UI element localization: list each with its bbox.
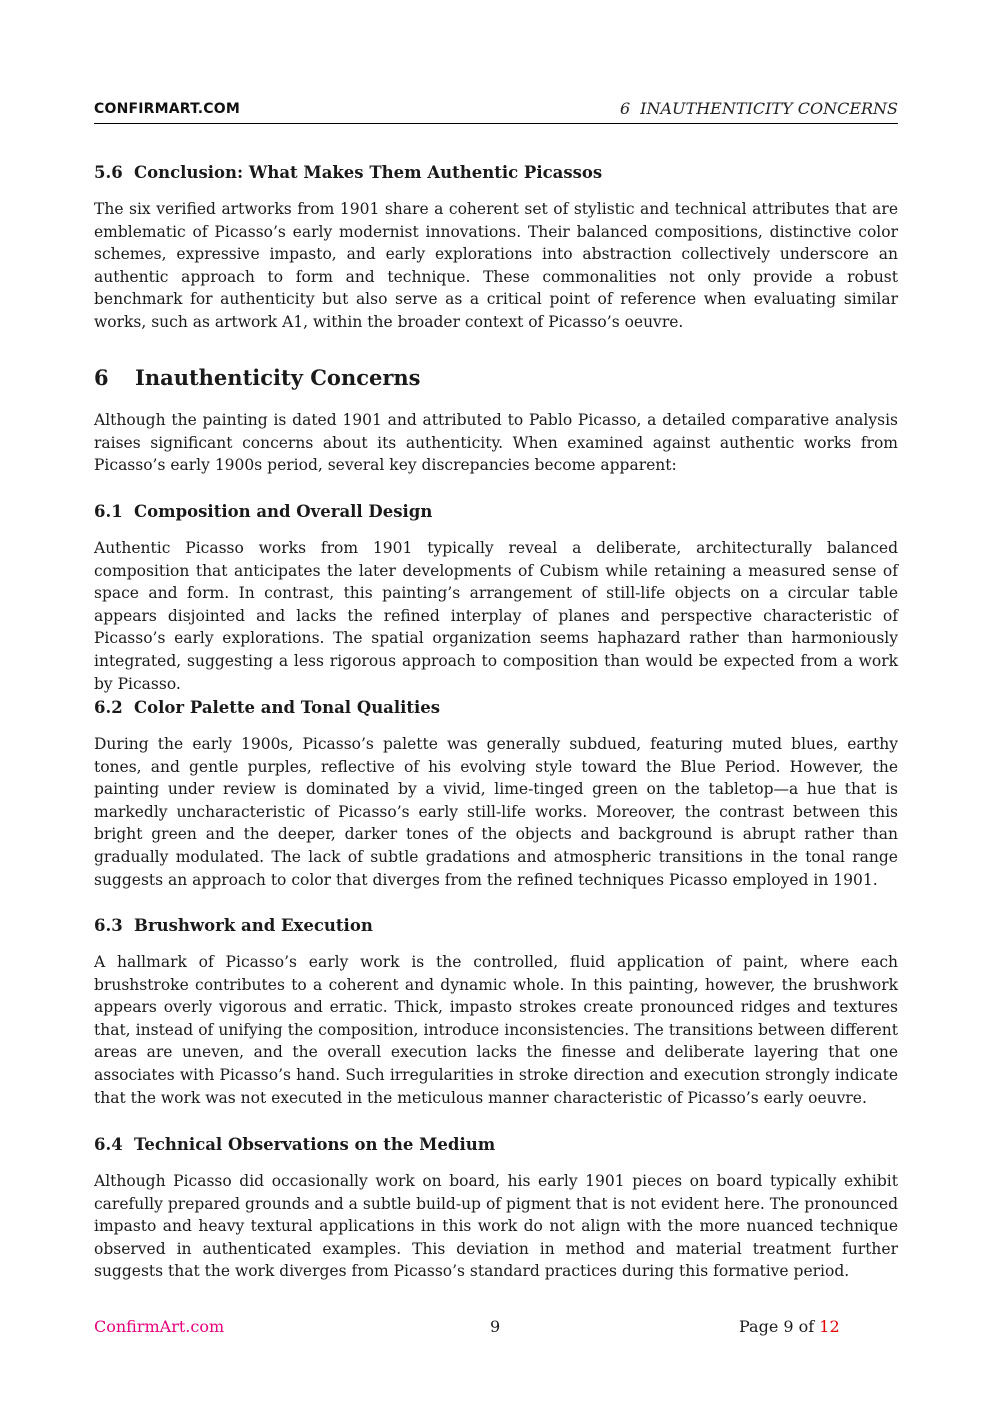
- heading-number: 5.6: [94, 163, 123, 182]
- confirmart-logo: CONFIRMART.COM: [94, 101, 241, 117]
- heading-6: [94, 365, 421, 390]
- heading-text: Color Palette and Tonal Qualities: [134, 698, 441, 717]
- footer-site-link[interactable]: ConfirmArt.com: [94, 1317, 225, 1336]
- footer-page-count: [739, 1317, 840, 1336]
- running-head-title: INAUTHENTICITY CONCERNS: [640, 99, 898, 118]
- heading-text: Composition and Overall Design: [134, 502, 433, 521]
- heading-5-6: [94, 163, 602, 182]
- running-head-number: 6: [619, 99, 631, 118]
- paragraph-6-2: During the early 1900s, Picasso’s palette was generally subdued, featuring muted blues, earthy tones, and gentle purples, reflective of his evolving style toward the Blue Period. However, the painting under review is dominated by a vivid, lime-tinged green on the tabletop—a hue that is markedly uncharacteristic of Picasso’s early still-life works. Moreover, the contrast between this bright green and the deeper, darker tones of the objects and background is abrupt rather than gradually modulated. The lack of subtle gradations and atmospheric transitions in the tonal range suggests an approach to color that diverges from the refined techniques Picasso employed in 1901.: [94, 735, 898, 889]
- paragraph-6-1: Authentic Picasso works from 1901 typically reveal a deliberate, architecturally balanced composition that anticipates the later developments of Cubism while retaining a measured sense of space and form. In contrast, this painting’s arrangement of still-life objects on a circular table appears disjointed and lacks the refined interplay of planes and perspective characteristic of Picasso’s early explorations. The spatial organization seems haphazard rather than harmoniously integrated, suggesting a less rigorous approach to composition than would be expected from a work by Picasso.: [94, 539, 898, 693]
- heading-number: 6.3: [94, 916, 123, 935]
- heading-number: 6.4: [94, 1135, 123, 1154]
- running-head: [620, 99, 898, 118]
- paragraph-5-6: The six verified artworks from 1901 share a coherent set of stylistic and technical attributes that are emblematic of Picasso’s early modernist innovations. Their balanced compositions, distinctive color schemes, expressive impasto, and early explorations into abstraction collectively underscore an authentic approach to form and technique. These commonalities not only provide a robust benchmark for authenticity but also serve as a critical point of reference when evaluating similar works, such as artwork A1, within the broader context of Picasso’s oeuvre.: [94, 200, 898, 331]
- paragraph-6: Although the painting is dated 1901 and attributed to Pablo Picasso, a detailed comparative analysis raises significant concerns about its authenticity. When examined against authentic works from Picasso’s early 1900s period, several key discrepancies become apparent:: [94, 411, 898, 475]
- footer-total-pages-link[interactable]: 12: [819, 1317, 840, 1336]
- heading-number: 6.2: [94, 698, 123, 717]
- page-header: [94, 99, 898, 124]
- heading-6-1: [94, 502, 432, 521]
- heading-text: Conclusion: What Makes Them Authentic Picassos: [134, 163, 603, 182]
- heading-text: Inauthenticity Concerns: [135, 365, 421, 390]
- heading-number: 6.1: [94, 502, 123, 521]
- heading-6-2: [94, 698, 440, 717]
- footer-page-label: Page 9 of: [739, 1317, 815, 1336]
- heading-number: 6: [94, 365, 109, 390]
- heading-6-3: [94, 916, 373, 935]
- heading-text: Brushwork and Execution: [134, 916, 373, 935]
- heading-6-4: [94, 1135, 495, 1154]
- paragraph-6-4: Although Picasso did occasionally work on board, his early 1901 pieces on board typically exhibit carefully prepared grounds and a subtle build-up of pigment that is not evident here. The pronounced impasto and heavy textural applications in this work do not align with the more nuanced technique observed in authenticated examples. This deviation in method and material treatment further suggests that the work diverges from Picasso’s standard practices during this formative period.: [94, 1172, 898, 1281]
- paragraph-6-3: A hallmark of Picasso’s early work is the controlled, fluid application of paint, where each brushstroke contributes to a coherent and dynamic whole. In this painting, however, the brushwork appears overly vigorous and erratic. Thick, impasto strokes create pronounced ridges and textures that, instead of unifying the composition, introduce inconsistencies. The transitions between different areas are uneven, and the overall execution lacks the finesse and deliberate layering that one associates with Picasso’s hand. Such irregularities in stroke direction and execution strongly indicate that the work was not executed in the meticulous manner characteristic of Picasso’s early oeuvre.: [94, 953, 898, 1107]
- footer-page-number: 9: [490, 1317, 501, 1336]
- heading-text: Technical Observations on the Medium: [134, 1135, 496, 1154]
